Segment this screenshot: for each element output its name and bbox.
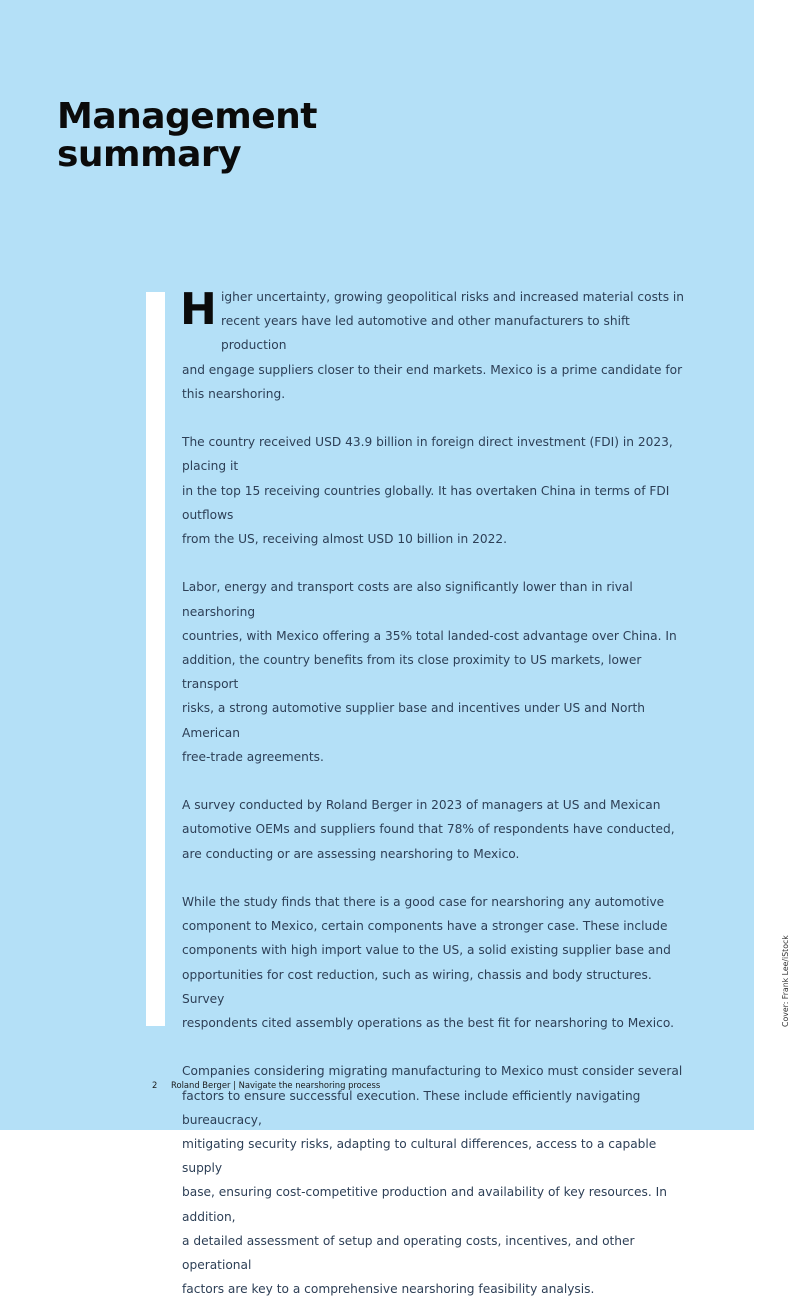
publication-title: Roland Berger | Navigate the nearshoring process [171, 1080, 381, 1090]
text-line: respondents cited assembly operations as the best fit for nearshoring to Mexico. [182, 1016, 674, 1031]
text-line: free-trade agreements. [182, 749, 324, 764]
text-line: risks, a strong automotive supplier base and incentives under US and North American [182, 701, 645, 740]
text-line: mitigating security risks, adapting to cultural differences, access to a capable supply [182, 1137, 657, 1176]
text-line: countries, with Mexico offering a 35% total landed-cost advantage over China. In [182, 628, 677, 643]
considerations-paragraph [182, 1059, 692, 1301]
text-line: components with high import value to the US, a solid existing supplier base and [182, 943, 671, 958]
text-line: this nearshoring. [182, 386, 286, 401]
fdi-paragraph [182, 430, 692, 551]
text-line: automotive OEMs and suppliers found that 78% of respondents have conducted, [182, 822, 675, 837]
text-line: from the US, receiving almost USD 10 billion in 2022. [182, 532, 507, 547]
text-line: base, ensuring cost-competitive production and availability of key resources. In addition, [182, 1185, 667, 1224]
intro-paragraph [182, 285, 692, 406]
text-line: Companies considering migrating manufacturing to Mexico must consider several [182, 1064, 683, 1079]
text-line: and engage suppliers closer to their end markets. Mexico is a prime candidate for [182, 362, 683, 377]
text-line: The country received USD 43.9 billion in foreign direct investment (FDI) in 2023, placing it [182, 435, 673, 474]
text-line: A survey conducted by Roland Berger in 2023 of managers at US and Mexican [182, 798, 661, 813]
page-footer [152, 1080, 380, 1090]
components-paragraph [182, 890, 692, 1035]
text-line: addition, the country benefits from its close proximity to US markets, lower transport [182, 653, 642, 692]
survey-paragraph [182, 793, 692, 866]
text-line: a detailed assessment of setup and operating costs, incentives, and other operational [182, 1233, 635, 1273]
page-title [57, 98, 457, 174]
costs-paragraph [182, 575, 692, 769]
text-line: recent years have led automotive and other manufacturers to shift production [221, 314, 630, 353]
image-credit: Cover: Frank Lee/iStock [781, 935, 790, 1027]
text-line: factors are key to a comprehensive nearshoring feasibility analysis. [182, 1282, 595, 1297]
accent-bar [146, 292, 165, 1026]
page-number: 2 [152, 1080, 158, 1090]
summary-body [182, 285, 692, 1301]
text-line: factors to ensure successful execution. These include efficiently navigating bureaucracy, [182, 1088, 641, 1127]
text-line: in the top 15 receiving countries globally. It has overtaken China in terms of FDI outflows [182, 483, 670, 522]
text-line: are conducting or are assessing nearshoring to Mexico. [182, 846, 520, 861]
text-line: opportunities for cost reduction, such as wiring, chassis and body structures. Survey [182, 967, 652, 1006]
page-title-line-2: summary [57, 134, 242, 175]
text-line: Labor, energy and transport costs are also significantly lower than in rival nearshoring [182, 580, 633, 619]
drop-cap: H [180, 284, 217, 335]
text-line: While the study finds that there is a good case for nearshoring any automotive [182, 895, 665, 910]
page-title-line-1: Management [57, 96, 317, 137]
text-line: igher uncertainty, growing geopolitical risks and increased material costs in [221, 290, 685, 304]
text-line: component to Mexico, certain components have a stronger case. These include [182, 919, 668, 934]
